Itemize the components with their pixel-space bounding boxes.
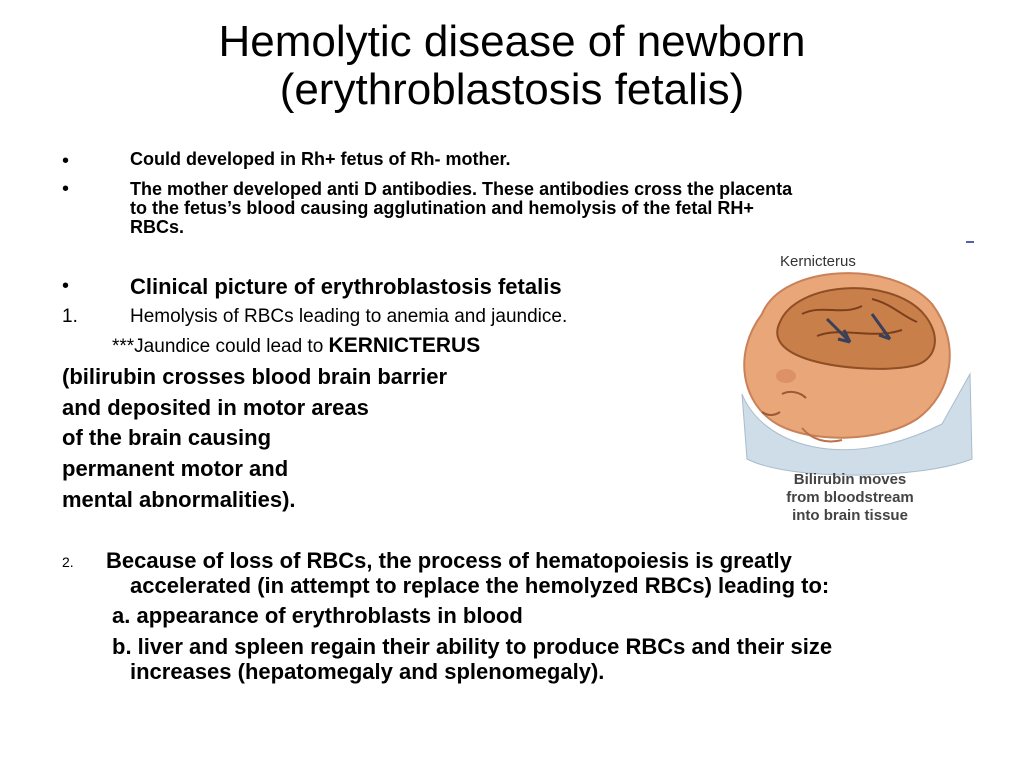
item-1-text: Hemolysis of RBCs leading to anemia and jaundice.	[130, 306, 568, 327]
bullet-dot: •	[62, 275, 70, 297]
kernicterus-line-1: (bilirubin crosses blood brain barrier	[62, 364, 448, 389]
bullet-1-text: Could developed in Rh+ fetus of Rh- mother.	[130, 149, 511, 169]
kernicterus-line-3: of the brain causing	[62, 425, 272, 450]
dash-mark	[966, 241, 974, 243]
figure-label: Kernicterus	[780, 253, 856, 270]
clinical-heading: Clinical picture of erythroblastosis fetalis	[130, 274, 562, 299]
kernicterus-illustration	[722, 244, 978, 526]
slide-title	[0, 18, 1024, 114]
kernicterus-term: KERNICTERUS	[328, 334, 481, 357]
item-1-number: 1.	[62, 306, 78, 327]
title-line-2: (erythroblastosis fetalis)	[279, 65, 745, 114]
sub-item-b-line-1: b. liver and spleen regain their ability to produce RBCs and their size	[112, 634, 833, 659]
bullet-dot: •	[62, 178, 70, 200]
jaundice-line	[112, 334, 480, 358]
figure-caption-line-3: into brain tissue	[792, 507, 908, 524]
sub-item-a: a. appearance of erythroblasts in blood	[112, 603, 523, 628]
item-2-line-2: accelerated (in attempt to replace the hemolyzed RBCs) leading to:	[130, 573, 830, 598]
jaundice-prefix: ***Jaundice could lead to	[112, 336, 329, 357]
kernicterus-line-2: and deposited in motor areas	[62, 395, 369, 420]
figure-caption-line-2: from bloodstream	[786, 489, 914, 506]
item-2-number: 2.	[62, 554, 74, 570]
kernicterus-line-4: permanent motor and	[62, 456, 289, 481]
bullet-2-line-3: RBCs.	[130, 217, 185, 237]
title-line-1: Hemolytic disease of newborn	[218, 17, 806, 66]
bullet-2-line-1: The mother developed anti D antibodies. These antibodies cross the placenta	[130, 179, 793, 199]
kernicterus-line-5: mental abnormalities).	[62, 487, 296, 512]
bullet-dot: •	[62, 150, 70, 172]
sub-item-b-line-2: increases (hepatomegaly and splenomegaly).	[130, 659, 605, 684]
bullet-2-line-2: to the fetus’s blood causing agglutination and hemolysis of the fetal RH+	[130, 198, 754, 218]
item-2-line-1: Because of loss of RBCs, the process of hematopoiesis is greatly	[106, 548, 792, 573]
figure-caption-line-1: Bilirubin moves	[793, 471, 907, 488]
